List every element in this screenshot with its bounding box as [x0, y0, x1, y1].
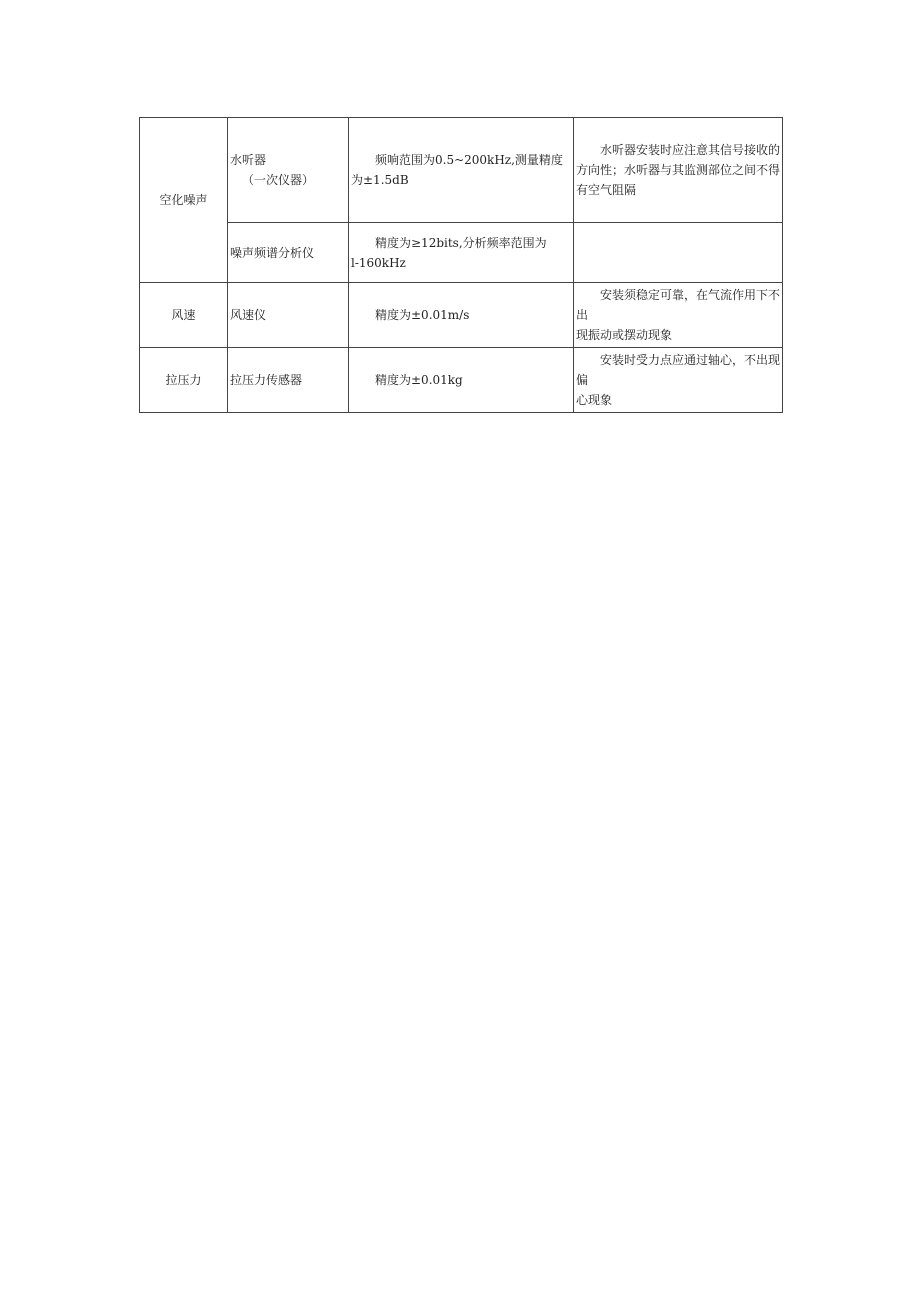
instrument-spec-table [139, 117, 783, 413]
note-text: 安装时受力点应通过轴心，不出现偏 [576, 353, 781, 387]
category-cell [140, 283, 228, 348]
requirement-text: 为±1.5dB [351, 173, 409, 187]
category-text: 风速 [171, 308, 196, 322]
instrument-cell [228, 118, 349, 223]
note-text: 心现象 [576, 393, 613, 407]
note-text: 安装须稳定可靠，在气流作用下不出 [576, 288, 781, 322]
note-cell [574, 348, 783, 413]
table-row [140, 348, 783, 413]
note-cell [574, 118, 783, 223]
requirement-cell [349, 118, 574, 223]
category-text: 空化噪声 [159, 193, 208, 207]
instrument-text: 风速仪 [230, 308, 267, 322]
instrument-subtext: （一次仪器） [242, 173, 315, 187]
note-cell [574, 283, 783, 348]
requirement-cell [349, 283, 574, 348]
instrument-cell [228, 223, 349, 283]
instrument-cell [228, 283, 349, 348]
note-text: 方向性；水听器与其监测部位之间不得 [576, 163, 781, 177]
requirement-text: l-160kHz [351, 255, 406, 270]
requirement-cell [349, 223, 574, 283]
note-text: 水听器安装时应注意其信号接收的 [600, 143, 781, 157]
category-cell [140, 118, 228, 283]
requirement-text: 精度为±0.01kg [375, 373, 463, 387]
table-row [140, 118, 783, 223]
table-row [140, 283, 783, 348]
table-row [140, 223, 783, 283]
requirement-text: 精度为±0.01m/s [375, 308, 470, 322]
note-text: 有空气阻隔 [576, 183, 637, 197]
instrument-text: 噪声频谱分析仪 [230, 245, 315, 260]
instrument-cell [228, 348, 349, 413]
instrument-text: 拉压力传感器 [230, 373, 303, 387]
note-text: 现振动或摆动现象 [576, 328, 673, 342]
category-text: 拉压力 [165, 373, 202, 387]
category-cell [140, 348, 228, 413]
requirement-text: 频响范围为0.5~200kHz,测量精度 [375, 153, 563, 167]
instrument-text: 水听器 [230, 153, 267, 167]
note-cell [574, 223, 783, 283]
requirement-text: 精度为≥12bits,分析频率范围为 [375, 235, 547, 250]
requirement-cell [349, 348, 574, 413]
